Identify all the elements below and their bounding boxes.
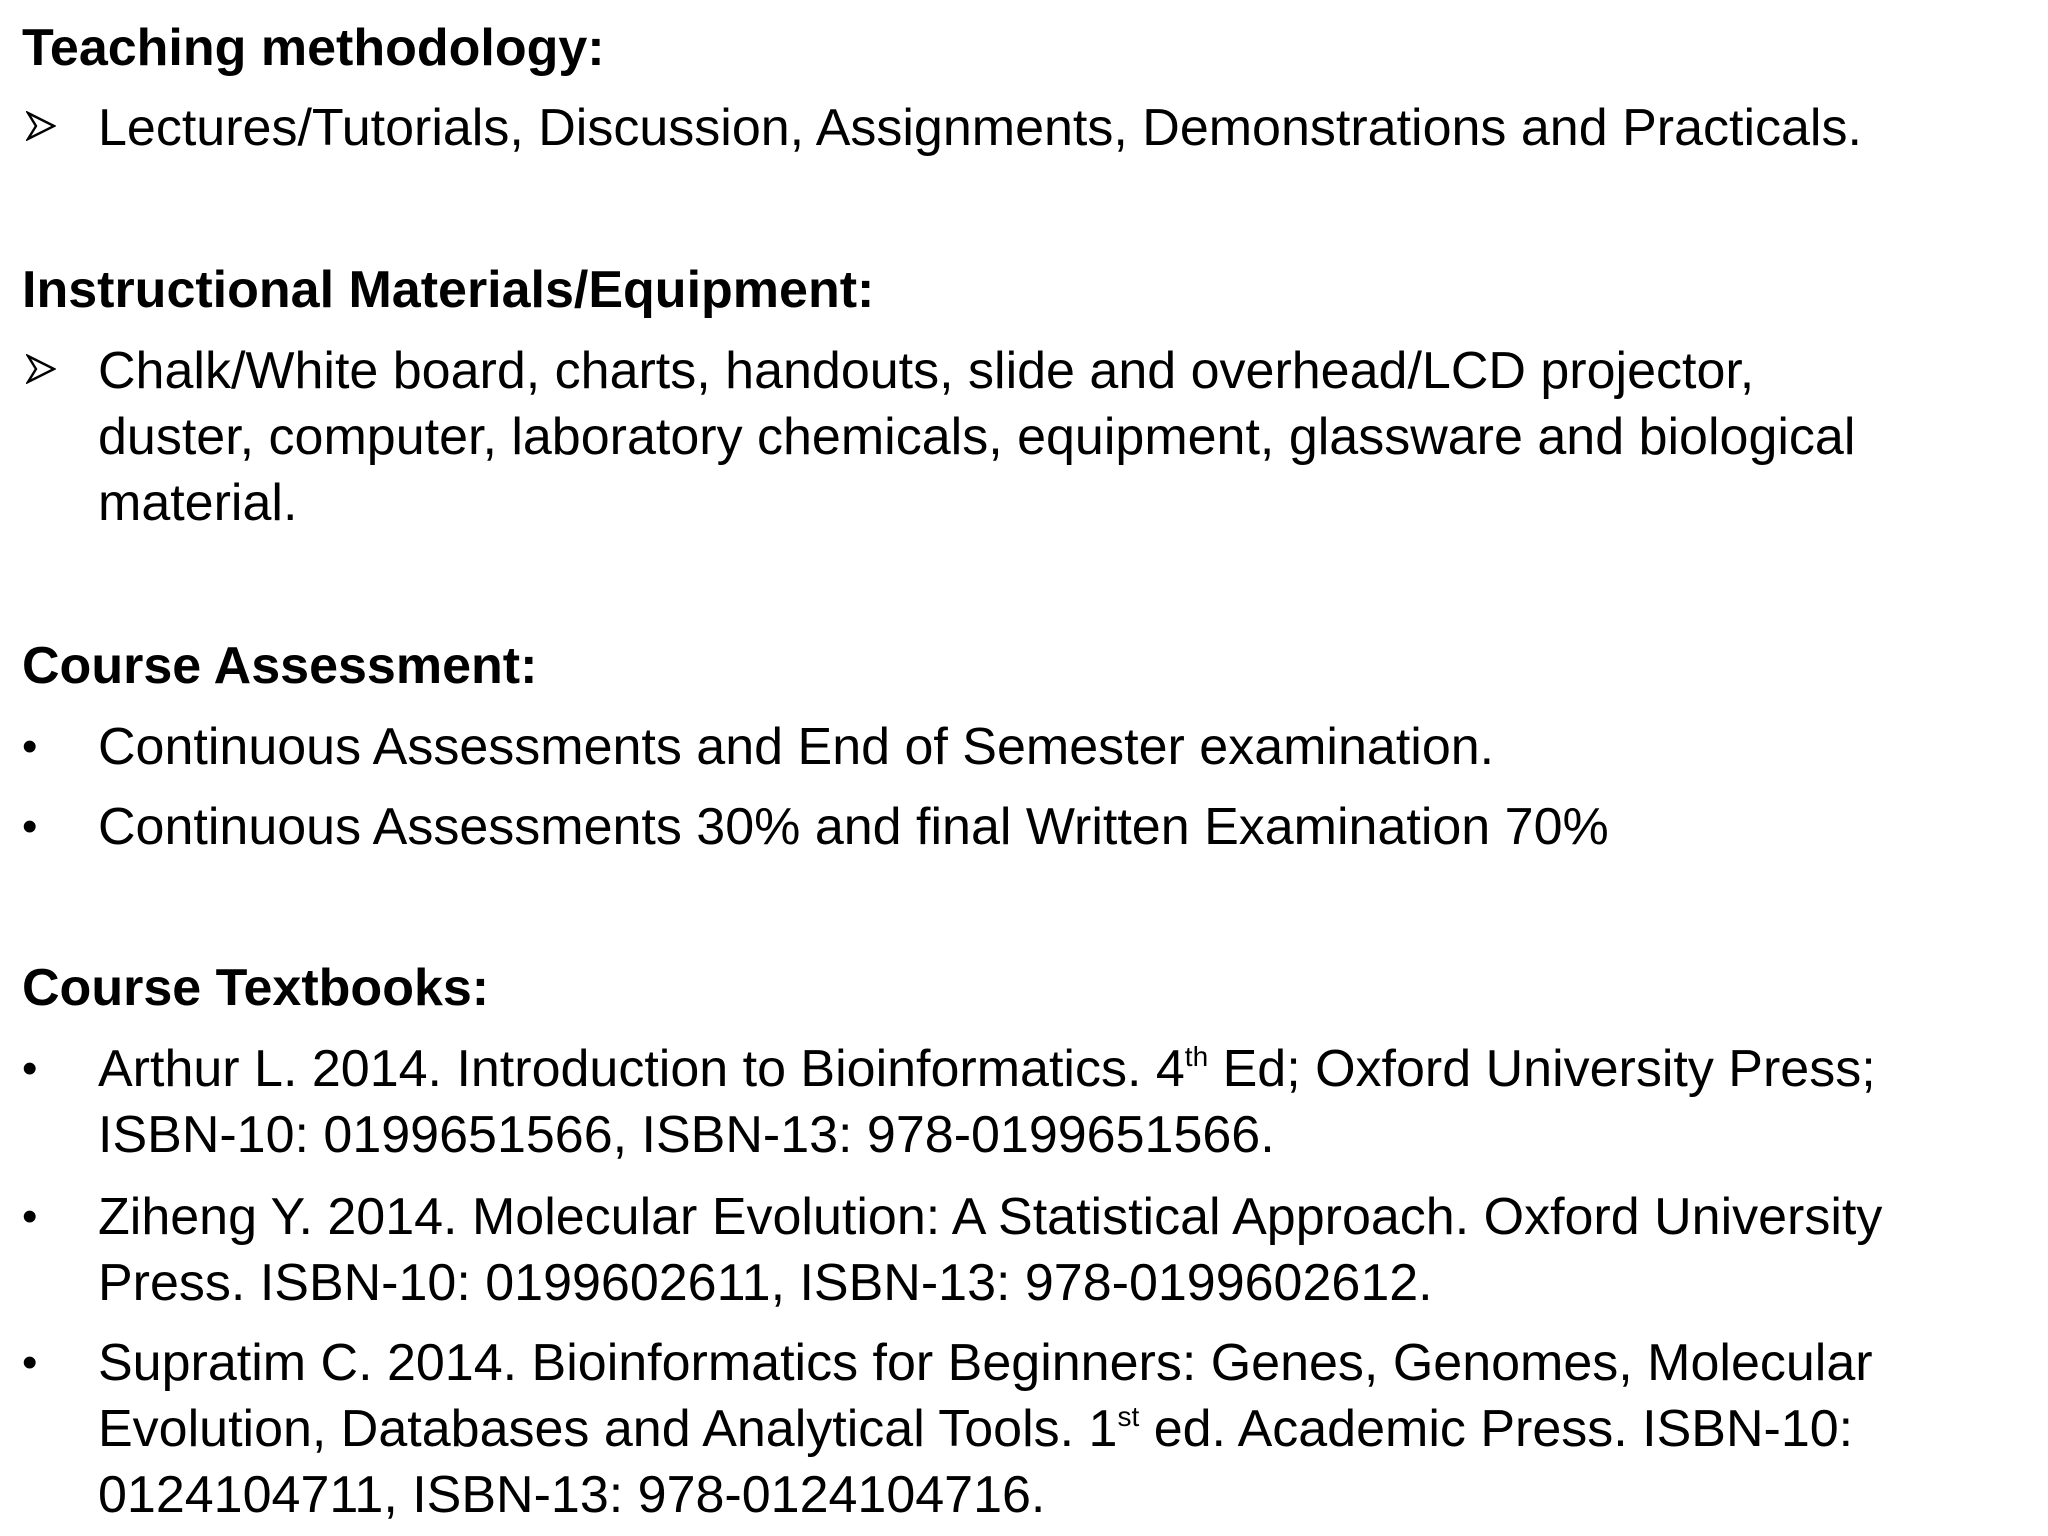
textbook-line (98, 1036, 2048, 1102)
textbook-text: Arthur L. 2014. Introduction to Bioinformatics. 4 (98, 1040, 1185, 1098)
textbook-line: ISBN-10: 0199651566, ISBN-13: 978-0199651566. (98, 1106, 1275, 1164)
textbook-text: Ed; Oxford University Press; (1208, 1040, 1876, 1098)
instructional-materials-line: duster, computer, laboratory chemicals, equipment, glassware and biological (98, 408, 1856, 466)
ordinal-superscript: st (1117, 1401, 1140, 1432)
bullet-dot-icon: • (22, 1044, 38, 1093)
course-textbooks-heading: Course Textbooks: (22, 959, 490, 1017)
arrow-bullet-icon (22, 338, 82, 404)
textbook-line: Ziheng Y. 2014. Molecular Evolution: A Statistical Approach. Oxford University (98, 1188, 1883, 1246)
textbook-line: 0124104711, ISBN-13: 978-0124104716. (98, 1466, 1046, 1524)
textbook-line (98, 1396, 2048, 1462)
instructional-materials-line: material. (98, 474, 298, 532)
bullet-dot-icon: • (22, 1192, 38, 1241)
teaching-methodology-text: Lectures/Tutorials, Discussion, Assignments, Demonstrations and Practicals. (98, 99, 1862, 157)
textbook-text: Evolution, Databases and Analytical Tools. 1 (98, 1400, 1118, 1458)
instructional-materials-line: Chalk/White board, charts, handouts, slide and overhead/LCD projector, (98, 342, 1755, 400)
textbook-line: Press. ISBN-10: 0199602611, ISBN-13: 978-0199602612. (98, 1254, 1433, 1312)
textbook-line: Supratim C. 2014. Bioinformatics for Beginners: Genes, Genomes, Molecular (98, 1334, 1873, 1392)
teaching-methodology-heading: Teaching methodology: (22, 19, 605, 77)
arrow-bullet-icon (22, 95, 82, 161)
course-assessment-text: Continuous Assessments 30% and final Written Examination 70% (98, 798, 1609, 856)
course-assessment-text: Continuous Assessments and End of Semester examination. (98, 718, 1495, 776)
textbook-text: ed. Academic Press. ISBN-10: (1139, 1400, 1854, 1458)
course-assessment-heading: Course Assessment: (22, 637, 538, 695)
instructional-materials-heading: Instructional Materials/Equipment: (22, 261, 875, 319)
bullet-dot-icon: • (22, 802, 38, 851)
ordinal-superscript: th (1184, 1041, 1209, 1072)
bullet-dot-icon: • (22, 722, 38, 771)
bullet-dot-icon: • (22, 1338, 38, 1387)
